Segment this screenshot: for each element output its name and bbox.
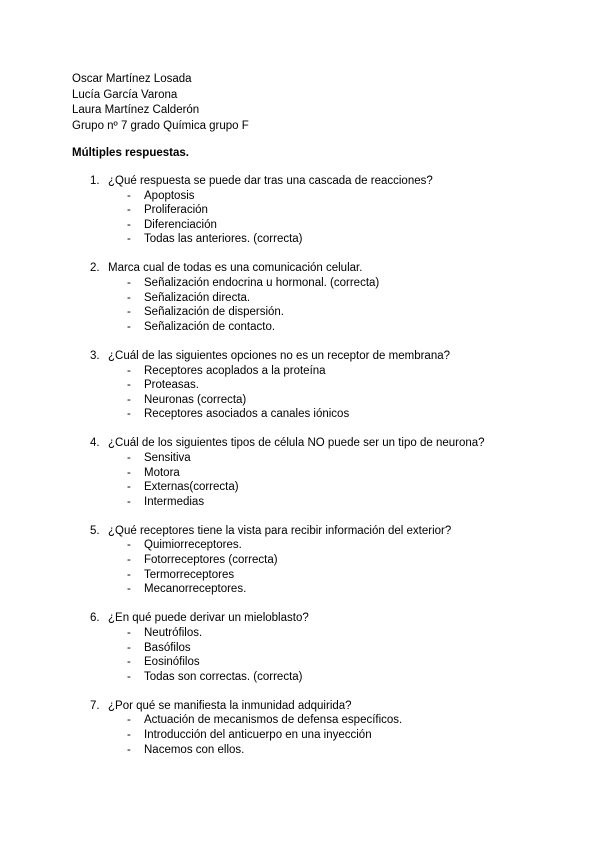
answer-option-text: Receptores acoplados a la proteína — [144, 364, 326, 377]
bullet-dash: - — [127, 218, 131, 231]
bullet-dash: - — [127, 452, 131, 464]
bullet-dash: - — [127, 743, 131, 756]
answer-option — [0, 480, 600, 495]
bullet-dash: - — [127, 277, 131, 290]
answer-option-text: Externas(correcta) — [144, 481, 239, 494]
bullet-dash: - — [127, 481, 131, 494]
bullet-dash: - — [127, 656, 131, 669]
question-item — [0, 349, 600, 422]
answer-option — [0, 670, 600, 685]
question-line — [0, 349, 600, 364]
answer-option — [0, 407, 600, 422]
question-item — [0, 436, 600, 509]
answer-option-text: Todas las anteriores. (correcta) — [144, 233, 303, 246]
question-text: ¿Por qué se manifiesta la inmunidad adquirida? — [108, 699, 352, 712]
question-line — [0, 524, 600, 539]
answer-option — [0, 641, 600, 656]
bullet-dash: - — [127, 306, 131, 319]
answer-option — [0, 538, 600, 553]
question-number: 5. — [90, 524, 100, 537]
answer-option — [0, 713, 600, 728]
question-number: 3. — [90, 349, 100, 362]
bullet-dash: - — [127, 554, 131, 567]
answer-option — [0, 626, 600, 641]
bullet-dash: - — [127, 583, 131, 596]
answer-option-text: Diferenciación — [144, 218, 217, 231]
bullet-dash: - — [127, 626, 131, 639]
answer-option — [0, 495, 600, 510]
answer-option — [0, 218, 600, 233]
question-line — [0, 436, 600, 451]
answer-option-text: Quimiorreceptores. — [144, 539, 242, 552]
question-number: 1. — [90, 175, 100, 187]
section-heading: Múltiples respuestas. — [72, 147, 189, 159]
question-item — [0, 699, 600, 757]
bullet-dash: - — [127, 393, 131, 406]
answer-option — [0, 466, 600, 481]
bullet-dash: - — [127, 189, 131, 202]
question-item — [0, 261, 600, 334]
bullet-dash: - — [127, 641, 131, 654]
answer-option — [0, 203, 600, 218]
answer-option-text: Introducción del anticuerpo en una inyección — [144, 729, 372, 741]
question-list — [0, 174, 600, 772]
group-info: Grupo nº 7 grado Química grupo F — [72, 119, 249, 132]
answer-option-text: Apoptosis — [144, 189, 195, 202]
bullet-dash: - — [127, 568, 131, 581]
question-line — [0, 699, 600, 714]
question-item — [0, 611, 600, 684]
answer-option-text: Todas son correctas. (correcta) — [144, 670, 303, 683]
answer-option-text: Proteasas. — [144, 379, 199, 392]
bullet-dash: - — [127, 233, 131, 246]
bullet-dash: - — [127, 204, 131, 217]
question-item — [0, 524, 600, 597]
author-name: Lucía García Varona — [72, 88, 178, 101]
answer-option-text: Motora — [144, 466, 180, 479]
bullet-dash: - — [127, 714, 131, 727]
answer-option-text: Señalización directa. — [144, 291, 251, 304]
answer-option — [0, 393, 600, 408]
answer-option — [0, 553, 600, 568]
question-text: Marca cual de todas es una comunicación celular. — [108, 262, 363, 275]
answer-option — [0, 232, 600, 247]
answer-option — [0, 305, 600, 320]
bullet-dash: - — [127, 466, 131, 479]
answer-option — [0, 451, 600, 466]
question-number: 6. — [90, 612, 100, 625]
answer-option-text: Receptores asociados a canales iónicos — [144, 408, 350, 421]
question-line — [0, 174, 600, 189]
question-line — [0, 611, 600, 626]
question-text: ¿Cuál de los siguientes tipos de célula NO puede ser un tipo de neurona? — [108, 437, 485, 450]
question-number: 4. — [90, 437, 100, 450]
question-line — [0, 261, 600, 276]
bullet-dash: - — [127, 539, 131, 552]
answer-option — [0, 655, 600, 670]
answer-option-text: Termorreceptores — [144, 568, 235, 581]
bullet-dash: - — [127, 495, 131, 508]
answer-option-text: Neutrófilos. — [144, 626, 203, 639]
answer-option — [0, 378, 600, 393]
author-name: Laura Martínez Calderón — [72, 104, 200, 116]
answer-option — [0, 728, 600, 743]
question-text: ¿Cuál de las siguientes opciones no es un receptor de membrana? — [108, 349, 451, 362]
answer-option — [0, 568, 600, 583]
answer-option — [0, 276, 600, 291]
answer-option-text: Intermedias — [144, 495, 205, 508]
question-text: ¿En qué puede derivar un mieloblasto? — [108, 612, 309, 625]
answer-option — [0, 291, 600, 306]
answer-option-text: Basófilos — [144, 641, 191, 654]
bullet-dash: - — [127, 320, 131, 333]
answer-option — [0, 364, 600, 379]
answer-option — [0, 189, 600, 204]
question-number: 7. — [90, 699, 100, 712]
answer-option — [0, 582, 600, 597]
answer-option-text: Sensitiva — [144, 452, 191, 464]
answer-option-text: Actuación de mecanismos de defensa específicos. — [144, 714, 403, 727]
answer-option — [0, 320, 600, 335]
question-number: 2. — [90, 262, 100, 275]
answer-option-text: Señalización de contacto. — [144, 320, 276, 333]
question-item — [0, 174, 600, 247]
bullet-dash: - — [127, 670, 131, 683]
bullet-dash: - — [127, 364, 131, 377]
answer-option-text: Neuronas (correcta) — [144, 393, 247, 406]
answer-option-text: Proliferación — [144, 204, 208, 217]
answer-option — [0, 743, 600, 758]
bullet-dash: - — [127, 408, 131, 421]
bullet-dash: - — [127, 379, 131, 392]
answer-option-text: Señalización endocrina u hormonal. (correcta) — [144, 277, 380, 290]
author-block — [72, 72, 249, 134]
answer-option-text: Eosinófilos — [144, 656, 200, 669]
answer-option-text: Mecanorreceptores. — [144, 583, 247, 596]
answer-option-text: Señalización de dispersión. — [144, 306, 285, 319]
answer-option-text: Nacemos con ellos. — [144, 743, 245, 756]
question-text: ¿Qué receptores tiene la vista para recibir información del exterior? — [108, 524, 452, 537]
answer-option-text: Fotorreceptores (correcta) — [144, 554, 278, 567]
bullet-dash: - — [127, 291, 131, 304]
author-name: Oscar Martínez Losada — [72, 73, 192, 85]
bullet-dash: - — [127, 729, 131, 741]
question-text: ¿Qué respuesta se puede dar tras una cascada de reacciones? — [108, 175, 433, 187]
